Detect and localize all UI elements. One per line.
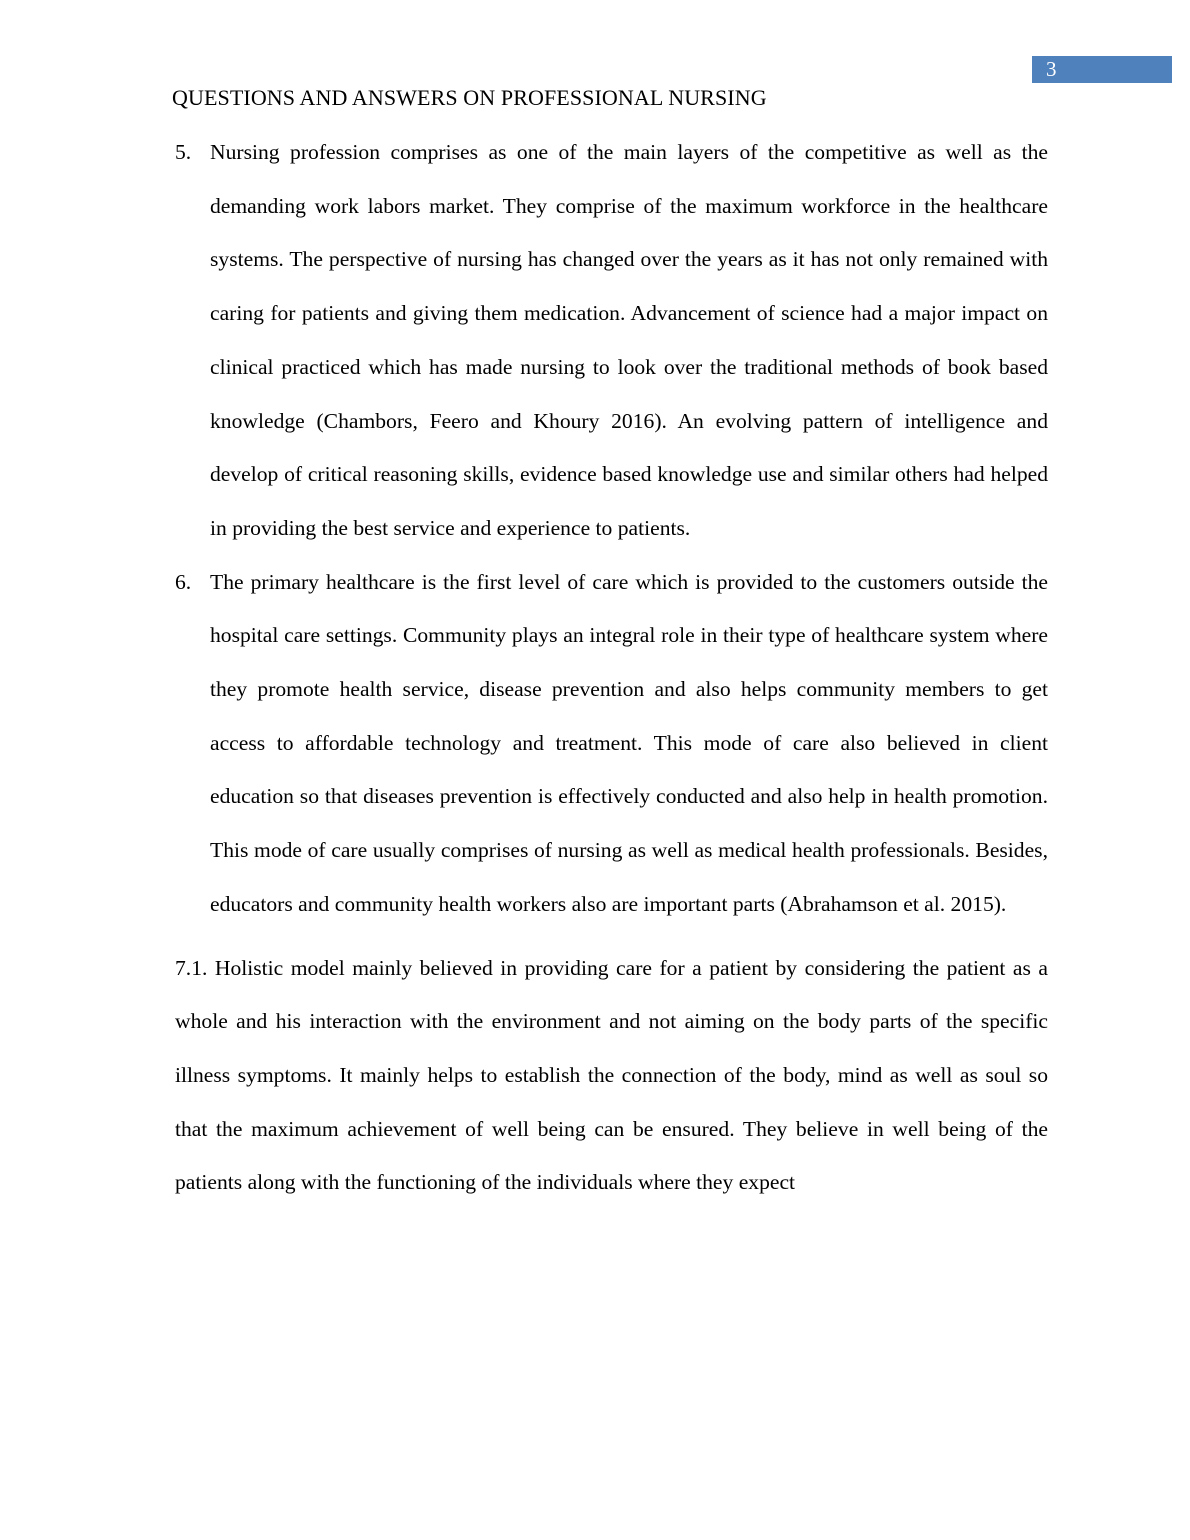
- answer-item-5: [175, 126, 1048, 556]
- list-number: 6.: [175, 569, 192, 594]
- running-head: QUESTIONS AND ANSWERS ON PROFESSIONAL NURSING: [172, 85, 767, 110]
- list-number: 5.: [175, 140, 192, 164]
- page-number: [1032, 56, 1172, 83]
- answer-item-6: [175, 556, 1048, 932]
- paragraph-7-1: 7.1. Holistic model mainly believed in providing care for a patient by considering the patient as a whole and his interaction with the environment and not aiming on the body parts of the specific illness symptoms. It mainly helps to establish the connection of the body, mind as well as soul so that the maximum achievement of well being can be ensured. They believe in well being of the patients along with the functioning of the individuals where they expect: [175, 955, 1048, 1195]
- document-body: [175, 126, 1048, 1210]
- page-number-label: 3: [1046, 57, 1057, 81]
- answer-list: [175, 126, 1048, 932]
- answer-text: The primary healthcare is the first level of care which is provided to the customers outside the hospital care settings. Community plays an integral role in their type of healthcare system where they promote health service, disease prevention and also helps community members to get access to affordable technology and treatment. This mode of care also believed in client education so that diseases prevention is effectively conducted and also help in health promotion. This mode of care usually comprises of nursing as well as medical health professionals. Besides, educators and community health workers also are important parts (Abrahamson et al. 2015).: [210, 569, 1048, 916]
- answer-text: Nursing profession comprises as one of the main layers of the competitive as well as the demanding work labors market. They comprise of the maximum workforce in the healthcare systems. The perspective of nursing has changed over the years as it has not only remained with caring for patients and giving them medication. Advancement of science had a major impact on clinical practiced which has made nursing to look over the traditional methods of book based knowledge (Chambors, Feero and Khoury 2016). An evolving pattern of intelligence and develop of critical reasoning skills, evidence based knowledge use and similar others had helped in providing the best service and experience to patients.: [210, 140, 1048, 540]
